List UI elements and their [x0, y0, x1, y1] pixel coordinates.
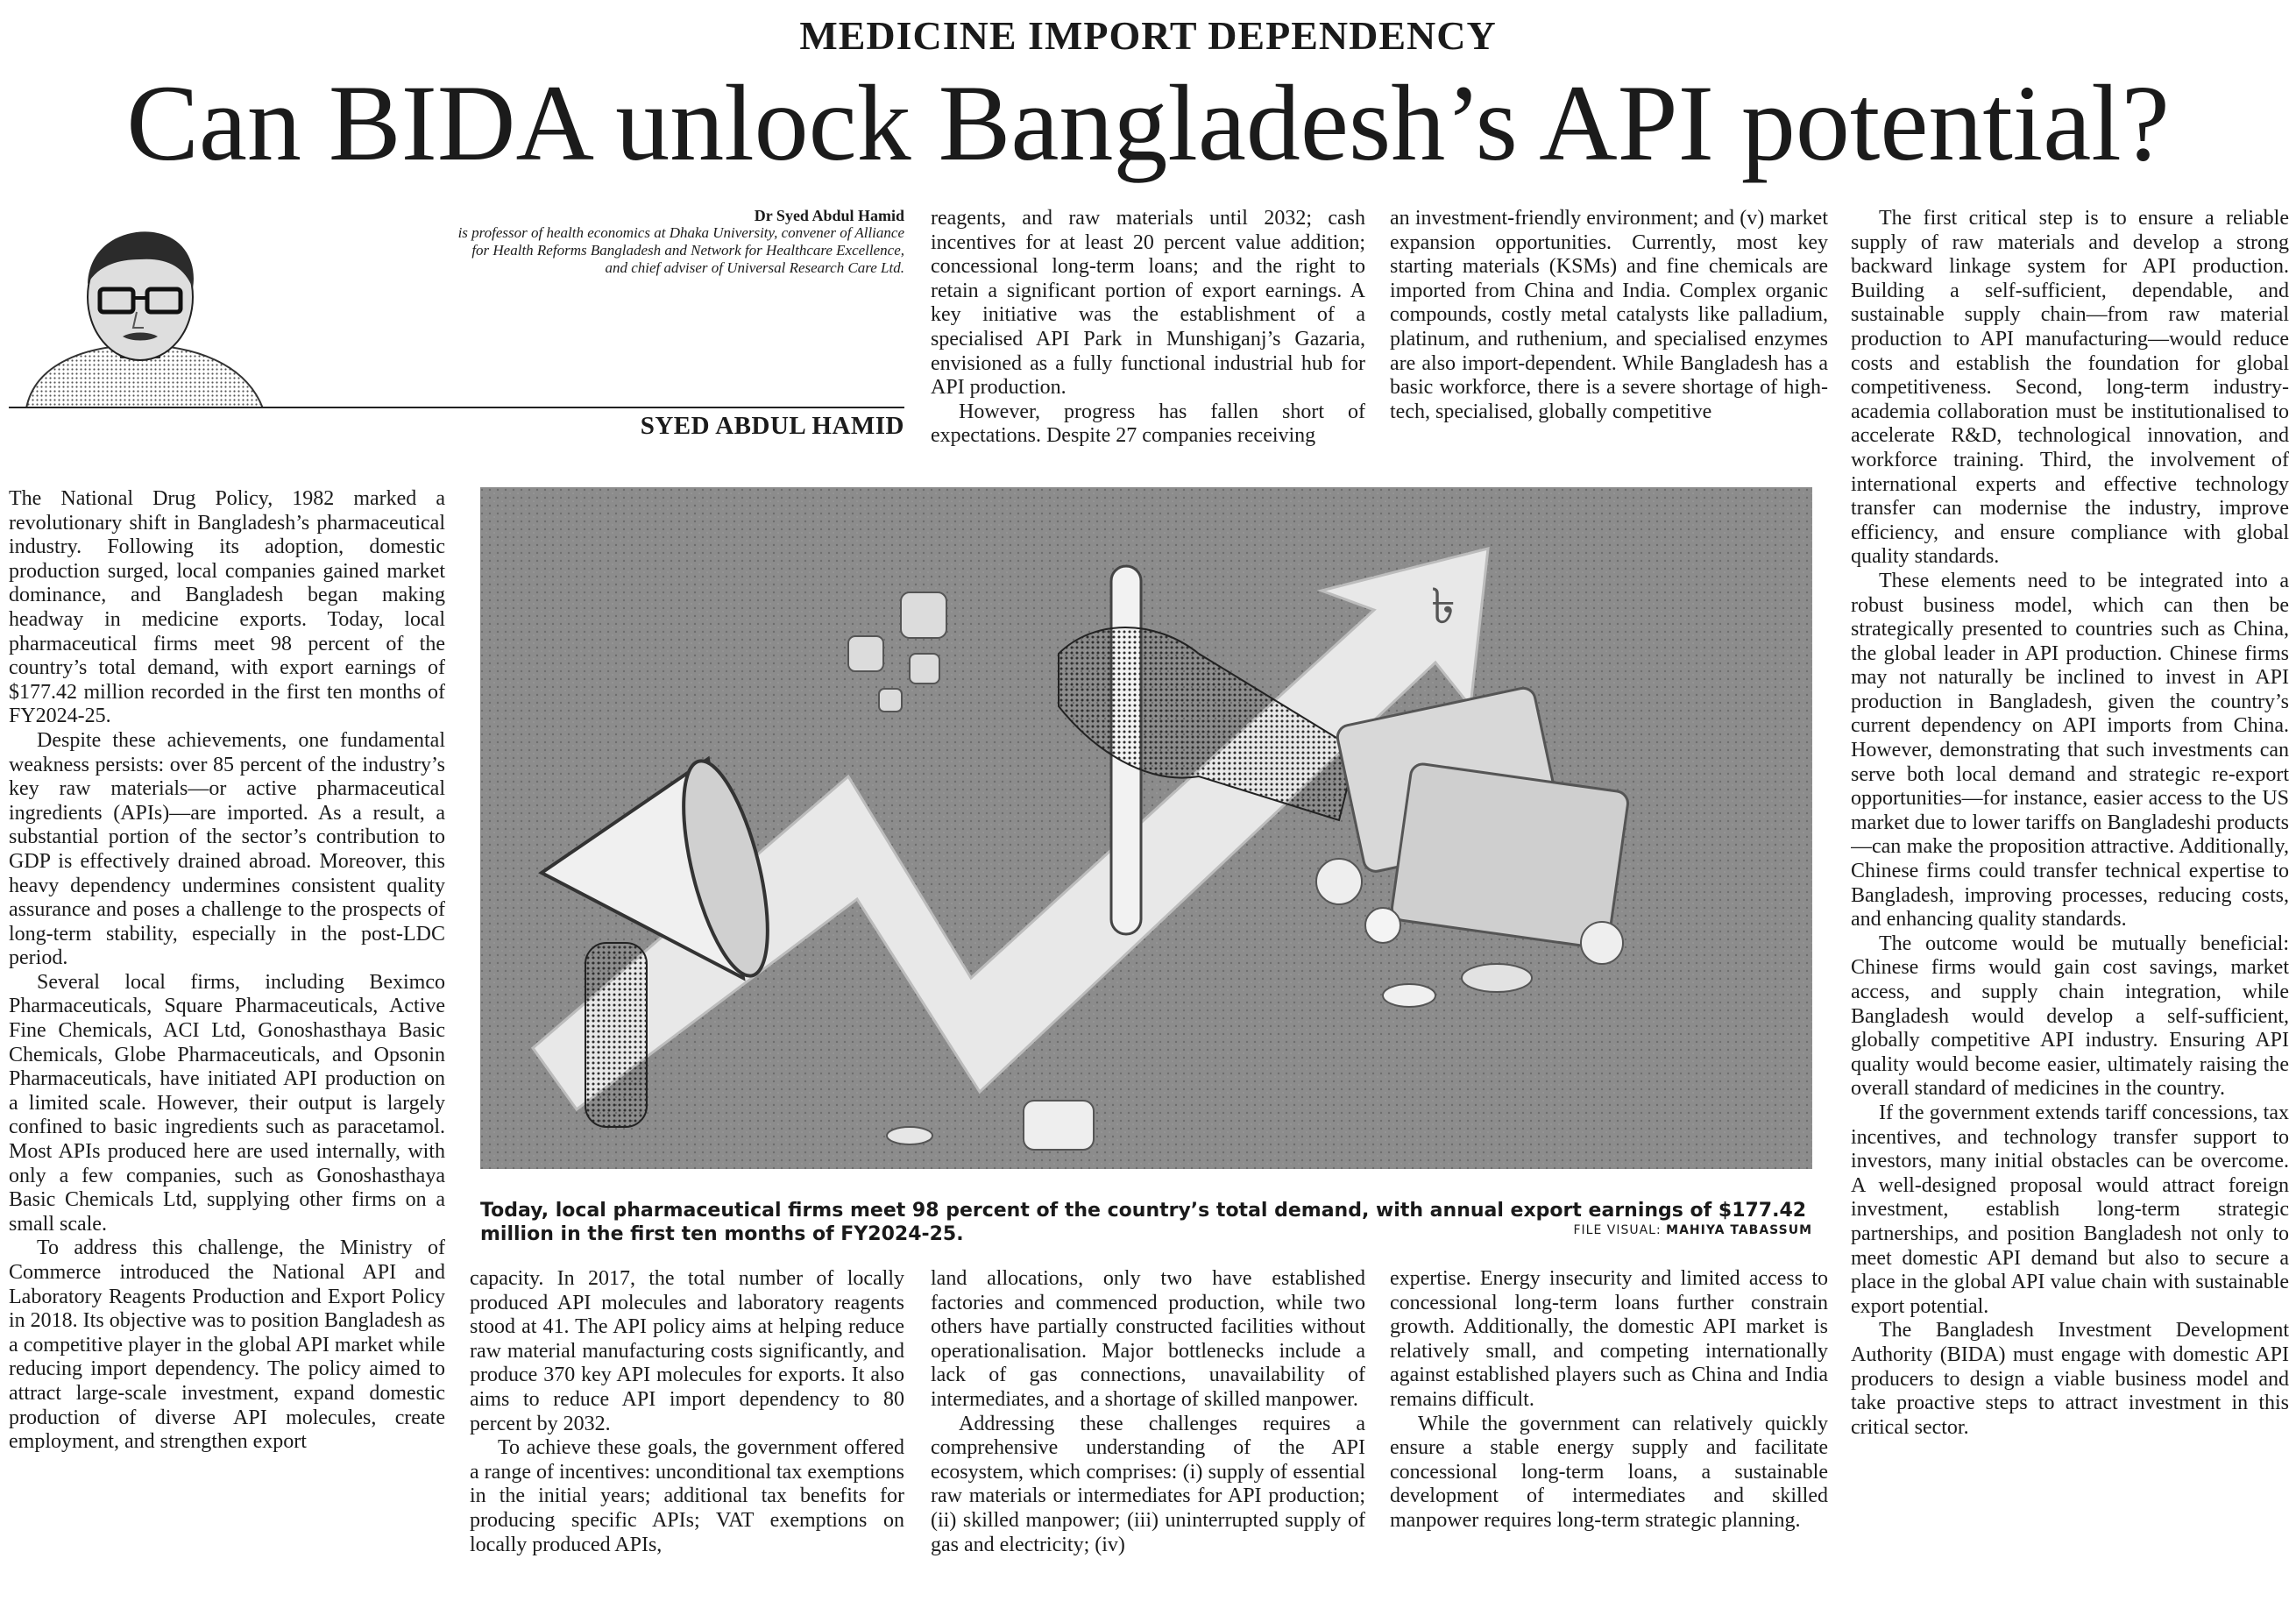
paragraph: The Bangladesh Investment Development Authority (BIDA) must engage with domestic API producers to design a viable business model and take proactive steps to attract investment in this critical sector. — [1851, 1319, 2289, 1439]
paragraph: Despite these achievements, one fundamental weakness persists: over 85 percent of the industry’s key raw materials—or active pharmaceutical ingredients (APIs)—are imported. As a result, a substantial portion of the sector’s contribution to GDP is effectively drained abroad. Moreover, this heavy dependency undermines consistent quality assurance and poses a challenge to the prospects of long-term stability, especially in the post-LDC period. — [9, 728, 445, 970]
paragraph: reagents, and raw materials until 2032; cash incentives for at least 20 percent value addition; concessional long-term loans; and the right to retain a significant portion of export earnings. A key initiative was the establishment of a specialised API Park in Munshiganj’s Gazaria, envisioned as a fully functional industrial hub for API production. — [931, 207, 1365, 400]
paragraph: If the government extends tariff concessions, tax incentives, and technology transfer support to investors, many initial obstacles can be overcome. A well-designed proposal would attract foreign investment, establish long-term strategic partnerships, and position Bangladesh not only to meet domestic API demand but also to secure a place in the global API value chain with sustainable export potential. — [1851, 1101, 2289, 1318]
column-3-bottom — [931, 1267, 1365, 1593]
author-portrait — [9, 214, 272, 408]
paragraph: The outcome would be mutually beneficial: Chinese firms would gain cost savings, market access, and supply chain integration, while Bangladesh would develop a self-sufficient, globally competitive API industry. Ensuring API quality would become easier, ultimately raising the overall standard of medicines in the country. — [1851, 932, 2289, 1101]
section-kicker: MEDICINE IMPORT DEPENDENCY — [799, 13, 1497, 58]
author-name-line: Dr Syed Abdul Hamid — [754, 207, 904, 224]
paragraph: To address this challenge, the Ministry of Commerce introduced the National API and Laboratory Reagents Production and Export Policy in 2018. Its objective was to position Bangladesh as a competitive player in the global API market while reducing import dependency. The policy aimed to attract large-scale investment, expand domestic production of diverse API molecules, create employment, and strengthen export — [9, 1236, 445, 1454]
paragraph: expertise. Energy insecurity and limited access to concessional long-term loans further constrain growth. Additionally, the domestic API market is relatively small, and competing internationally against established players such as China and India remains difficult. — [1390, 1267, 1828, 1411]
paragraph: The first critical step is to ensure a reliable supply of raw materials and develop a strong backward linkage system for API production. Building a self-sufficient, dependable, and sustainable supply chain—from raw material production to API manufacturing—would reduce costs and establish the foundation for global competitiveness. Second, long-term industry-academia collaboration must be institutionalised to accelerate R&D, technological innovation, and workforce training. Third, the involvement of international experts and effective technology transfer can modernise the industry, improve efficiency, and ensure compliance with global quality standards. — [1851, 207, 2289, 569]
article-illustration — [480, 487, 1812, 1169]
credit-name: MAHIYA TABASSUM — [1666, 1223, 1812, 1237]
column-3-top — [1390, 207, 1828, 470]
author-bio: is professor of health economics at Dhaka University, convener of Alliance for Health Reforms Bangladesh and Network for Healthcare Excellence, and chief adviser of Universal Research Care Ltd. — [457, 224, 904, 276]
paragraph: capacity. In 2017, the total number of locally produced API molecules and laboratory reagents stood at 41. The API policy aims at helping reduce raw material manufacturing costs significantly, and produce 370 key API molecules for exports. It also aims to reduce API import dependency to 80 percent by 2032. — [470, 1267, 904, 1435]
taka-symbol: ৳ — [1431, 578, 1456, 635]
paragraph: an investment-friendly environment; and (v) market expansion opportunities. Currently, most key starting materials (KSMs) and fine chemicals are imported from China and India. Complex organic compounds, costly metal catalysts like palladium, platinum, and ruthenium, and specialised enzymes are also import-dependent. While Bangladesh has a basic workforce, there is a severe shortage of high-tech, specialised, globally competitive — [1390, 207, 1828, 423]
column-1 — [9, 487, 445, 1593]
paragraph: These elements need to be integrated into a robust business model, which can then be strategically presented to countries such as China, the global leader in API production. Chinese firms may not naturally be inclined to invest in API production in Bangladesh, given the country’s current dependency on API imports from China. However, demonstrating that such investments can serve both local demand and strategic re-export opportunities—for instance, easier access to the US market due to lower tariffs on Bangladeshi products—can make the proposition attractive. Additionally, Chinese firms could transfer technical expertise to Bangladesh, improving processes, reducing costs, and enhancing quality standards. — [1851, 569, 2289, 932]
paragraph: To achieve these goals, the government offered a range of incentives: unconditional tax exemptions in the initial years; additional tax benefits for producing specific APIs; VAT exemptions on locally produced APIs, — [470, 1436, 904, 1556]
credit-label: FILE VISUAL: — [1573, 1223, 1662, 1237]
column-2-top — [931, 207, 1365, 470]
paragraph: While the government can relatively quickly ensure a stable energy supply and facilitate concessional long-term loans, a sustainable development of intermediates and skilled manpower requires long-term strategic planning. — [1390, 1412, 1828, 1532]
column-4-bottom — [1390, 1267, 1828, 1593]
author-byline: SYED ABDUL HAMID — [640, 412, 904, 440]
column-5 — [1851, 207, 2289, 1595]
column-2-bottom — [470, 1267, 904, 1593]
paragraph: The National Drug Policy, 1982 marked a revolutionary shift in Bangladesh’s pharmaceutical industry. Following its adoption, domestic production surged, local companies gained market dominance, and Bangladesh began making headway in medicine exports. Today, local pharmaceutical firms meet 98 percent of the country’s total demand, with export earnings of $177.42 million recorded in the first ten months of FY2024-25. — [9, 487, 445, 728]
byline-divider — [9, 407, 904, 408]
paragraph: Addressing these challenges requires a comprehensive understanding of the API ecosystem, which comprises: (i) supply of essential raw materials or intermediates for API production; (ii) skilled manpower; (iii) uninterrupted supply of gas and electricity; (iv) — [931, 1412, 1365, 1556]
paragraph: land allocations, only two have established factories and commenced production, while two others have partially constructed facilities without operationalisation. Major bottlenecks include a lack of gas connections, unavailability of intermediates, and a shortage of skilled manpower. — [931, 1267, 1365, 1411]
article-headline: Can BIDA unlock Bangladesh’s API potential? — [126, 63, 2170, 183]
paragraph: However, progress has fallen short of expectations. Despite 27 companies receiving — [931, 400, 1365, 448]
paragraph: Several local firms, including Beximco Pharmaceuticals, Square Pharmaceuticals, Active Fine Chemicals, ACI Ltd, Gonoshasthaya Basic Chemicals, Globe Pharmaceuticals, and Opsonin Pharmaceuticals, have initiated API production on a limited scale. However, their output is largely confined to basic ingredients such as paracetamol. Most APIs produced here are used internally, with only a few companies, such as Gonoshasthaya Basic Chemicals Ltd, supplying other firms on a small scale. — [9, 970, 445, 1236]
illustration-caption: Today, local pharmaceutical firms meet 98 percent of the country’s total demand, with annual export earnings of $177.42 million in the first ten months of FY2024-25. — [480, 1200, 1807, 1245]
author-bio-block — [456, 207, 904, 277]
illustration-credit — [1455, 1223, 1812, 1237]
